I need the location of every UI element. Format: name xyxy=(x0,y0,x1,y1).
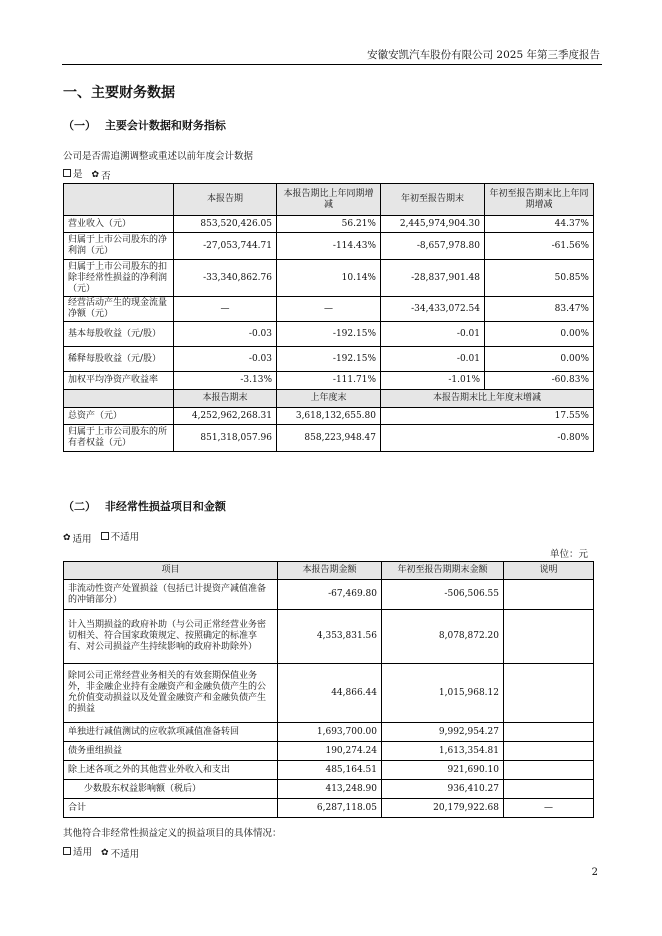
cell-value: 936,410.27 xyxy=(382,780,504,799)
table-header-row xyxy=(64,562,594,580)
cell-value: 0.00% xyxy=(485,322,594,347)
page-number: 2 xyxy=(591,867,598,878)
row-label: 除同公司正常经营业务相关的有效套期保值业务外，非金融企业持有金融资产和金融负债产生的公允价值变动损益以及处置金融资产和金融负债产生的损益 xyxy=(64,664,278,723)
row-label: 归属于上市公司股东的所有者权益（元） xyxy=(64,425,174,452)
restatement-options xyxy=(63,166,117,182)
cell-value: 1,613,354.81 xyxy=(382,742,504,761)
cell-value: 20,179,922.68 xyxy=(382,799,504,818)
row-label: 加权平均净资产收益率 xyxy=(64,372,174,390)
option-apply-label: 适用 xyxy=(72,534,92,545)
restatement-question: 公司是否需追溯调整或重述以前年度会计数据 xyxy=(63,151,254,162)
cell-value: -114.43% xyxy=(277,233,381,260)
cell-value: -0.01 xyxy=(381,322,485,347)
checked-mark-icon: ✿ xyxy=(91,170,100,180)
column-header: 说明 xyxy=(504,562,594,580)
cell-value: -60.83% xyxy=(485,372,594,390)
cell-value: -0.01 xyxy=(381,347,485,372)
subsection-2-title: 非经常性损益项目和金额 xyxy=(104,500,226,513)
table-row xyxy=(64,664,594,723)
subsection-1-title: 主要会计数据和财务指标 xyxy=(104,119,226,132)
option-yes-label: 是 xyxy=(73,169,83,180)
cell-value: 1,015,968.12 xyxy=(382,664,504,723)
option-no[interactable] xyxy=(92,168,111,182)
subsection-1-heading xyxy=(63,117,226,133)
row-label: 单独进行减值测试的应收款项减值准备转回 xyxy=(64,723,278,742)
cell-value: -34,433,072.54 xyxy=(381,297,485,322)
subsection-2-number: （二） xyxy=(63,500,96,513)
option-yes[interactable] xyxy=(63,166,83,180)
cell-value: -192.15% xyxy=(277,347,381,372)
cell-value: -1.01% xyxy=(381,372,485,390)
cell-value: -0.03 xyxy=(174,347,277,372)
cell-value: 1,693,700.00 xyxy=(278,723,382,742)
cell-value: — xyxy=(174,297,277,322)
cell-note xyxy=(504,761,594,780)
table-header-row-2 xyxy=(64,390,594,408)
cell-value: 921,690.10 xyxy=(382,761,504,780)
cell-value: — xyxy=(277,297,381,322)
row-label: 营业收入（元） xyxy=(64,216,174,233)
cell-value: 9,992,954.27 xyxy=(382,723,504,742)
column-header: 项目 xyxy=(64,562,278,580)
unit-label: 单位：元 xyxy=(549,549,588,560)
row-label: 归属于上市公司股东的净利润（元） xyxy=(64,233,174,260)
column-header: 本报告期末 xyxy=(174,390,277,408)
cell-value: 44.37% xyxy=(485,216,594,233)
table-row xyxy=(64,216,594,233)
row-label: 经营活动产生的现金流量净额（元） xyxy=(64,297,174,322)
section-title: 一、主要财务数据 xyxy=(63,85,175,101)
cell-note xyxy=(504,742,594,761)
checked-mark-icon: ✿ xyxy=(63,533,71,543)
cell-value: 2,445,974,904.30 xyxy=(381,216,485,233)
other-items-options xyxy=(63,844,145,860)
table-total-row xyxy=(64,799,594,818)
table-row xyxy=(64,297,594,322)
row-label: 归属于上市公司股东的扣除非经常性损益的净利润（元） xyxy=(64,260,174,297)
non-recurring-table xyxy=(63,561,594,818)
cell-value: -111.71% xyxy=(277,372,381,390)
cell-value: -506,506.55 xyxy=(382,580,504,610)
unchecked-box-icon xyxy=(63,847,71,855)
cell-note: — xyxy=(504,799,594,818)
option-apply[interactable] xyxy=(63,844,92,858)
row-label: 稀释每股收益（元/股） xyxy=(64,347,174,372)
cell-value: -67,469.80 xyxy=(278,580,382,610)
table-row xyxy=(64,347,594,372)
unchecked-box-icon xyxy=(101,532,109,540)
key-financial-table xyxy=(63,183,594,452)
cell-value: 3,618,132,655.80 xyxy=(277,408,381,425)
option-no-label: 否 xyxy=(101,171,111,182)
applicability-options xyxy=(63,529,145,545)
column-header: 上年度末 xyxy=(277,390,381,408)
row-label: 总资产（元） xyxy=(64,408,174,425)
cell-value: 56.21% xyxy=(277,216,381,233)
cell-note xyxy=(504,610,594,664)
cell-value: -0.03 xyxy=(174,322,277,347)
cell-value: -33,340,862.76 xyxy=(174,260,277,297)
option-not-apply-label: 不适用 xyxy=(110,849,140,860)
cell-value: 4,252,962,268.31 xyxy=(174,408,277,425)
cell-value: 50.85% xyxy=(485,260,594,297)
subsection-1-number: （一） xyxy=(63,119,96,132)
column-header: 年初至报告期期末金额 xyxy=(382,562,504,580)
table-row xyxy=(64,742,594,761)
table-row xyxy=(64,780,594,799)
table-row xyxy=(64,233,594,260)
table-row xyxy=(64,610,594,664)
cell-value: -3.13% xyxy=(174,372,277,390)
table-row xyxy=(64,372,594,390)
cell-value: 0.00% xyxy=(485,347,594,372)
cell-value: 6,287,118.05 xyxy=(278,799,382,818)
column-header: 本报告期比上年同期增减 xyxy=(277,184,381,216)
cell-note xyxy=(504,580,594,610)
cell-value: -61.56% xyxy=(485,233,594,260)
cell-value: -192.15% xyxy=(277,322,381,347)
column-header: 年初至报告期末比上年同期增减 xyxy=(485,184,594,216)
other-items-note: 其他符合非经常性损益定义的损益项目的具体情况： xyxy=(63,828,282,839)
table-row xyxy=(64,322,594,347)
column-header: 本报告期末比上年度末增减 xyxy=(381,390,594,408)
column-header: 本报告期金额 xyxy=(278,562,382,580)
table-header-row xyxy=(64,184,594,216)
cell-value: 8,078,872.20 xyxy=(382,610,504,664)
table-row xyxy=(64,260,594,297)
cell-value: -8,657,978.80 xyxy=(381,233,485,260)
cell-note xyxy=(504,780,594,799)
cell-value: 851,318,057.96 xyxy=(174,425,277,452)
checked-mark-icon: ✿ xyxy=(101,848,109,858)
table-row xyxy=(64,425,594,452)
header-empty xyxy=(64,390,174,408)
row-label: 非流动性资产处置损益（包括已计提资产减值准备的冲销部分） xyxy=(64,580,278,610)
cell-value: 190,274.24 xyxy=(278,742,382,761)
row-label: 基本每股收益（元/股） xyxy=(64,322,174,347)
row-label: 债务重组损益 xyxy=(64,742,278,761)
cell-value: 858,223,948.47 xyxy=(277,425,381,452)
cell-value: 17.55% xyxy=(381,408,594,425)
row-label: 少数股东权益影响额（税后） xyxy=(64,780,278,799)
cell-value: 413,248.90 xyxy=(278,780,382,799)
cell-value: 485,164.51 xyxy=(278,761,382,780)
cell-value: -28,837,901.48 xyxy=(381,260,485,297)
header-empty xyxy=(64,184,174,216)
subsection-2-heading xyxy=(63,498,226,514)
row-label: 计入当期损益的政府补助（与公司正常经营业务密切相关、符合国家政策规定、按照确定的标准享有、对公司损益产生持续影响的政府补助除外） xyxy=(64,610,278,664)
option-apply-label: 适用 xyxy=(73,847,93,858)
header-rule xyxy=(62,64,602,65)
cell-value: -0.80% xyxy=(381,425,594,452)
row-label: 合计 xyxy=(64,799,278,818)
table-row xyxy=(64,723,594,742)
table-row xyxy=(64,408,594,425)
cell-value: 853,520,426.05 xyxy=(174,216,277,233)
cell-note xyxy=(504,723,594,742)
cell-value: 10.14% xyxy=(277,260,381,297)
option-apply[interactable] xyxy=(63,531,92,545)
unchecked-box-icon xyxy=(63,169,71,177)
row-label: 除上述各项之外的其他营业外收入和支出 xyxy=(64,761,278,780)
table-row xyxy=(64,761,594,780)
cell-value: 83.47% xyxy=(485,297,594,322)
option-not-apply-label: 不适用 xyxy=(110,532,140,543)
cell-value: -27,053,744.71 xyxy=(174,233,277,260)
cell-value: 44,866.44 xyxy=(278,664,382,723)
option-not-apply[interactable] xyxy=(101,529,140,543)
table-row xyxy=(64,580,594,610)
option-not-apply[interactable] xyxy=(101,846,139,860)
page-header: 安徽安凯汽车股份有限公司 2025 年第三季度报告 xyxy=(367,49,600,61)
cell-value: 4,353,831.56 xyxy=(278,610,382,664)
column-header: 年初至报告期末 xyxy=(381,184,485,216)
cell-note xyxy=(504,664,594,723)
column-header: 本报告期 xyxy=(174,184,277,216)
